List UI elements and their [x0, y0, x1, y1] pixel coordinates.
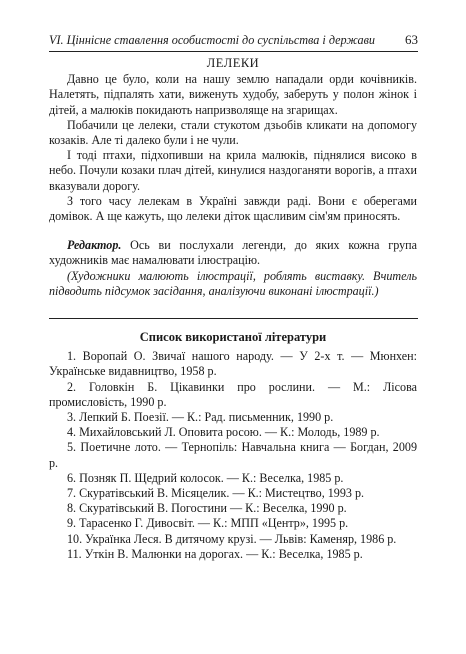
page-number: 63 [405, 32, 418, 47]
bibliography-item: 1. Воропай О. Звичаї нашого народу. — У 2-х т. — Мюнхен: Українське видавництво, 1958 р. [49, 349, 417, 379]
bibliography-item: 2. Головкін Б. Цікавинки про рослини. — М.: Лісова промисловість, 1990 р. [49, 379, 417, 409]
editor-paragraph [49, 238, 417, 268]
legend-paragraph-3: І тоді птахи, підхопивши на крила малюків, піднялися високо в небо. Почули козаки плач дітей, кинулися наздоганяти ворогів, а птахи вказували дорогу. [49, 148, 417, 193]
running-header [49, 33, 418, 51]
spacer [49, 224, 417, 238]
bibliography-title: Список використаної літератури [139, 330, 327, 344]
bibliography-list [49, 349, 417, 562]
bibliography-item: 8. Скуратівський В. Погостини — К.: Веселка, 1990 р. [67, 501, 347, 516]
legend-paragraph-4: З того часу лелекам в Україні завжди раді. Вони є оберегами домівок. А ще кажуть, що лелеки діток щасливим сім'ям приносять. [49, 193, 417, 224]
legend-title: ЛЕЛЕКИ [206, 56, 260, 70]
legend-paragraph-2: Побачили це лелеки, стали стукотом дзьобів кликати на допомогу козаків. Але ті далеко були і не чули. [49, 117, 417, 148]
legend-section [49, 56, 417, 299]
header-rule [49, 51, 418, 52]
bibliography-item: 11. Уткін В. Малюнки на дорогах. — К.: Веселка, 1985 р. [67, 546, 363, 561]
editor-text: Ось ви послухали легенди, до яких кожна група художників має намалювати ілюстрацію. [49, 238, 417, 268]
bibliography-item: 4. Михайловський Л. Оповита росою. — К.: Молодь, 1989 р. [67, 425, 380, 440]
legend-paragraph-1: Давно це було, коли на нашу землю нападали орди кочівників. Налетять, підпалять хати, виженуть худобу, заберуть у полон жінок і дітей, а малюків покидають напризволяще на згарищах. [49, 72, 417, 117]
bibliography-item: 10. Українка Леся. В дитячому крузі. — Львів: Каменяр, 1986 р. [67, 531, 397, 546]
bibliography-item: 7. Скуратівський В. Місяцелик. — К.: Мистецтво, 1993 р. [67, 486, 365, 501]
bibliography-item: 3. Лепкий Б. Поезії. — К.: Рад. письменник, 1990 р. [67, 410, 334, 425]
stage-direction: (Художники малюють ілюстрації, роблять виставку. Вчитель підводить підсумок засідання, аналізуючи виконані ілюстрації.) [49, 268, 417, 298]
bibliography-item: 6. Позняк П. Щедрий колосок. — К.: Веселка, 1985 р. [67, 470, 344, 485]
chapter-title: VI. Ціннісне ставлення особистості до суспільства і держави [49, 33, 376, 47]
bibliography-section [49, 330, 417, 562]
section-divider [49, 318, 418, 319]
bibliography-item: 5. Поетичне лото. — Тернопіль: Навчальна книга — Богдан, 2009 р. [49, 440, 417, 470]
bibliography-item: 9. Тарасенко Г. Дивосвіт. — К.: МПП «Центр», 1995 р. [67, 516, 349, 531]
editor-label: Редактор. [67, 238, 122, 253]
